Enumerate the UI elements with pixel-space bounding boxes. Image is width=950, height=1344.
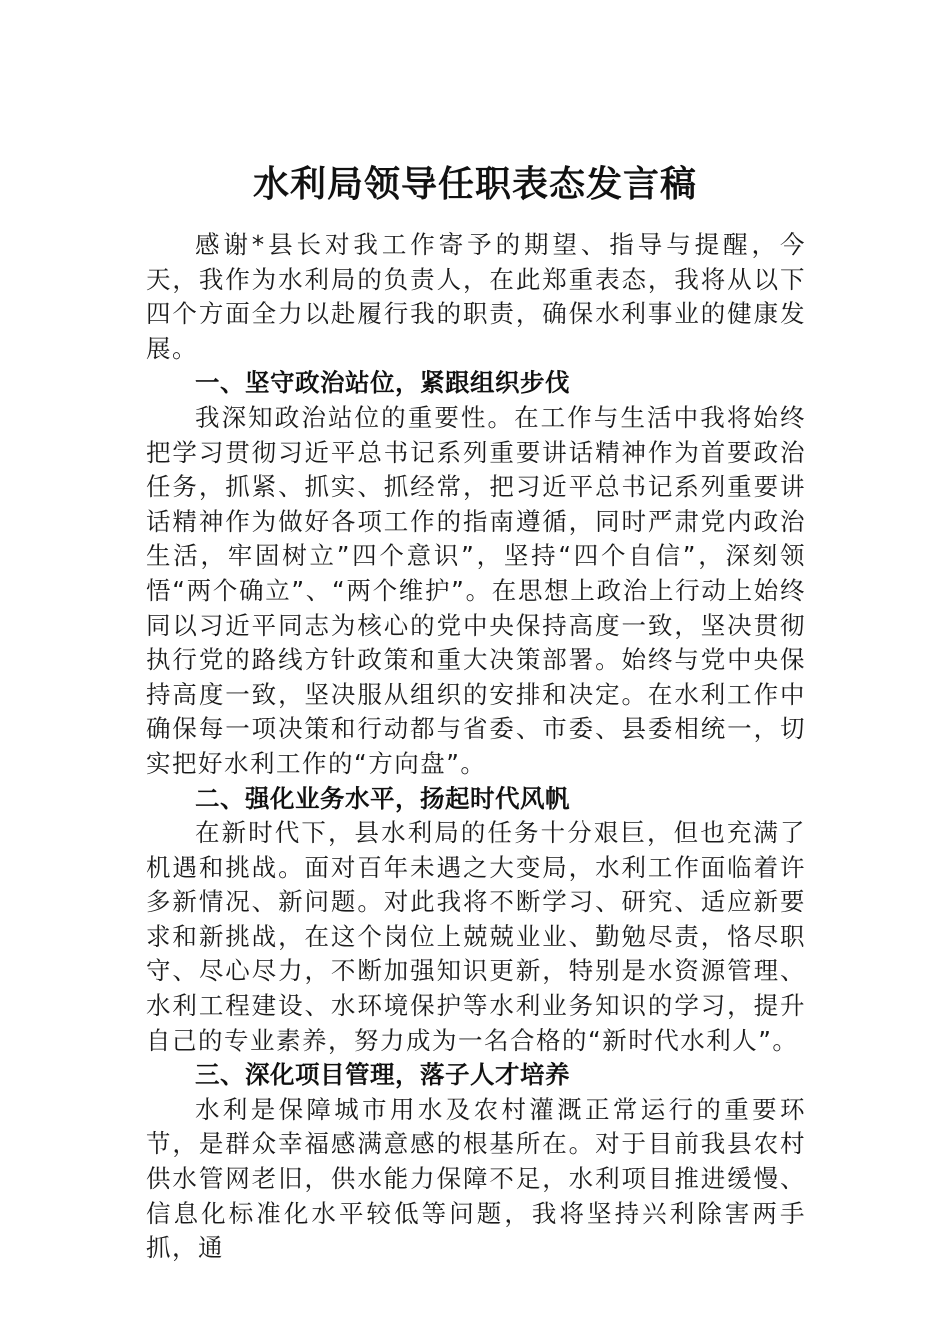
section-2-heading: 二、强化业务水平，扬起时代风帆 bbox=[195, 783, 570, 813]
section-1-heading: 一、坚守政治站位，紧跟组织步伐 bbox=[195, 368, 570, 398]
section-3-heading: 三、深化项目管理，落子人才培养 bbox=[195, 1060, 570, 1090]
section-2-paragraph: 在新时代下，县水利局的任务十分艰巨，但也充满了机遇和挑战。面对百年未遇之大变局，水利工作面临着许多新情况、新问题。对此我将不断学习、研究、适应新要求和新挑战，在这个岗位上兢兢业业、勤勉尽责，恪尽职守、尽心尽力，不断加强知识更新，特别是水资源管理、水利工程建设、水环境保护等水利业务知识的学习，提升自己的专业素养，努力成为一名合格的“新时代水利人”。 bbox=[146, 818, 806, 1055]
document-body bbox=[146, 228, 806, 1266]
document-title: 水利局领导任职表态发言稿 bbox=[252, 163, 697, 205]
section-3-paragraph: 水利是保障城市用水及农村灌溉正常运行的重要环节，是群众幸福感满意感的根基所在。对于目前我县农村供水管网老旧，供水能力保障不足，水利项目推进缓慢、信息化标准化水平较低等问题，我将坚持兴利除害两手抓，通 bbox=[146, 1094, 806, 1263]
intro-paragraph: 感谢*县长对我工作寄予的期望、指导与提醒，今天，我作为水利局的负责人，在此郑重表态，我将从以下四个方面全力以赴履行我的职责，确保水利事业的健康发展。 bbox=[146, 230, 806, 363]
section-1-paragraph: 我深知政治站位的重要性。在工作与生活中我将始终把学习贯彻习近平总书记系列重要讲话精神作为首要政治任务，抓紧、抓实、抓经常，把习近平总书记系列重要讲话精神作为做好各项工作的指南遵循，同时严肃党内政治生活，牢固树立”四个意识”，坚持“四个自信”，深刻领悟“两个确立”、“两个维护”。在思想上政治上行动上始终同以习近平同志为核心的党中央保持高度一致，坚决贯彻执行党的路线方针政策和重大决策部署。始终与党中央保持高度一致，坚决服从组织的安排和决定。在水利工作中确保每一项决策和行动都与省委、市委、县委相统一，切实把好水利工作的“方向盘”。 bbox=[146, 402, 806, 778]
